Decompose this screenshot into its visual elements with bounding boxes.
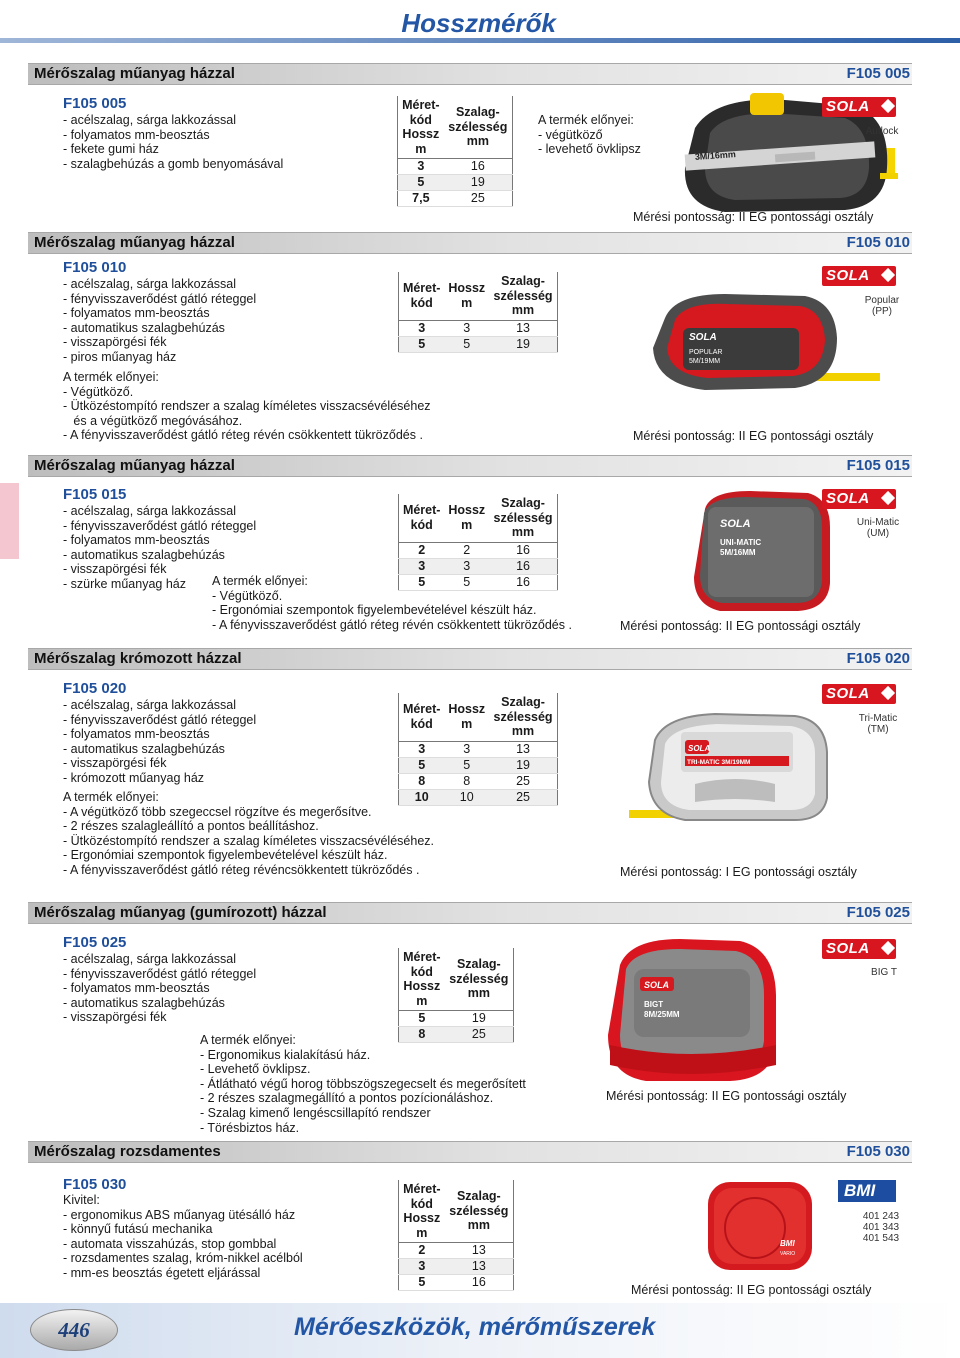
product-features: Kivitel: - ergonomikus ABS műanyag ütésálló ház - könnyű futású mechanika - automata visszahúzás, stop gombbal - rozsdamentes szalag, króm-nikkel acélból - mm-es beosztás égetett eljárással xyxy=(63,1193,303,1280)
section-code: F105 030 xyxy=(846,1143,910,1160)
product-image xyxy=(600,935,790,1085)
accuracy-class: Mérési pontosság: II EG pontossági osztály xyxy=(606,1089,847,1103)
section-code: F105 010 xyxy=(846,234,910,251)
accuracy-class: Mérési pontosság: II EG pontossági osztály xyxy=(633,429,874,443)
sola-logo: SOLA xyxy=(822,489,896,509)
section-code: F105 020 xyxy=(846,650,910,667)
spec-table: Méret- kód Hossz m Szalag- szélesség mm 3 3 13 5 5 19 8 8 25 10 10 25 xyxy=(398,693,558,806)
footer-title: Mérőeszközök, mérőműszerek xyxy=(294,1313,656,1341)
svg-text:POPULAR: POPULAR xyxy=(689,349,723,356)
product-advantages: A termék előnyei: - Ergonomikus kialakítású ház. - Levehető övklipsz. - Átlátható végű horog többszögszegecselt és megerősített - 2 részes szalagmegállító a pontos pozícionáláshoz. - Szalag kimenő lengéscsillapító rendszer - Törésbiztos ház. xyxy=(200,1033,526,1135)
table-row: 8 8 25 xyxy=(399,773,558,789)
product-image xyxy=(700,1176,820,1276)
table-row: 5 19 xyxy=(399,1011,514,1027)
table-row: 5 5 19 xyxy=(399,336,558,352)
table-row: 3 16 xyxy=(398,159,513,175)
section-bar-f105-025 xyxy=(28,902,912,924)
svg-text:3M/16mm: 3M/16mm xyxy=(694,149,737,162)
table-row: 2 2 16 xyxy=(399,542,558,558)
spec-table: Méret- kód Hossz m Szalag- szélesség mm 2 2 16 3 3 16 5 5 16 xyxy=(398,494,558,591)
accuracy-class: Mérési pontosság: II EG pontossági osztály xyxy=(620,619,861,633)
spec-table: Méret- kód Hossz m Szalag- szélesség mm 2 13 3 13 5 16 xyxy=(398,1180,514,1291)
product-features: - acélszalag, sárga lakkozással - fényvisszaverődést gátló réteggel - folyamatos mm-beosztás - automatikus szalagbehúzás - visszapörgési fék - szürke műanyag ház xyxy=(63,504,257,591)
product-advantages: A termék előnyei: - Végütköző. - Ütközéstompító rendszer a szalag kíméletes visszacsévéléséhez és a végütköző megóvásához. - A fényvisszaverődést gátló réteg révén csökkentett tükröződés . xyxy=(63,370,431,443)
sola-logo: SOLA xyxy=(822,684,896,704)
accuracy-class: Mérési pontosság: II EG pontossági osztály xyxy=(633,210,874,224)
section-bar-f105-030 xyxy=(28,1141,912,1163)
section-bar-f105-020 xyxy=(28,648,912,670)
table-row: 5 5 19 xyxy=(399,757,558,773)
table-row: 5 19 xyxy=(398,175,513,191)
spec-table: Méret- kód Hossz m Szalag- szélesség mm 5 19 8 25 xyxy=(398,948,514,1043)
svg-text:BIGT: BIGT xyxy=(644,1000,664,1009)
bmi-logo: BMI xyxy=(838,1180,896,1202)
section-title: Mérőszalag műanyag (gumírozott) házzal xyxy=(34,904,327,921)
section-bar-f105-010 xyxy=(28,232,912,254)
table-row: 7,5 25 xyxy=(398,191,513,207)
product-code: F105 020 xyxy=(63,680,127,697)
svg-text:SOLA: SOLA xyxy=(689,332,717,343)
section-title: Mérőszalag műanyag házzal xyxy=(34,457,235,474)
svg-text:TRI-MATIC 3M/19MM: TRI-MATIC 3M/19MM xyxy=(687,759,751,766)
svg-text:8M/25MM: 8M/25MM xyxy=(644,1010,680,1019)
model-numbers: 401 243 401 343 401 543 xyxy=(862,1211,900,1244)
section-bar-f105-005 xyxy=(28,63,912,85)
table-row: 3 3 16 xyxy=(399,558,558,574)
spec-table: Méret- kód Hossz m Szalag- szélesség mm 3 3 13 5 5 19 xyxy=(398,272,558,353)
svg-text:5M/16MM: 5M/16MM xyxy=(720,548,756,557)
product-image xyxy=(625,702,845,832)
section-bar-f105-015 xyxy=(28,455,912,477)
product-features: - acélszalag, sárga lakkozással - fényvisszaverődést gátló réteggel - folyamatos mm-beosztás - automatikus szalagbehúzás - visszapörgési fék - piros műanyag ház xyxy=(63,277,257,364)
col-meretkod-hossz: Méret- kód Hossz m xyxy=(398,96,444,159)
model-name: BIG T xyxy=(871,967,897,978)
sola-logo: SOLA xyxy=(822,939,896,959)
product-features: - acélszalag, sárga lakkozással - fényvisszaverődést gátló réteggel - folyamatos mm-beosztás - automatikus szalagbehúzás - visszapörgési fék xyxy=(63,952,257,1025)
svg-text:SOLA: SOLA xyxy=(720,518,751,530)
svg-text:BMI: BMI xyxy=(780,1239,795,1248)
model-name: Uni-Matic (UM) xyxy=(856,517,900,539)
table-row: 10 10 25 xyxy=(399,789,558,805)
table-row: 5 5 16 xyxy=(399,574,558,590)
product-advantages: A termék előnyei: - Végütköző. - Ergonómiai szempontok figyelembevételével készült ház. - A fényvisszaverődést gátló réteg révén csökkentett tükröződés . xyxy=(212,574,572,632)
svg-text:UNI-MATIC: UNI-MATIC xyxy=(720,538,762,547)
page-number: 446 xyxy=(58,1318,90,1342)
header-bar xyxy=(0,38,960,43)
section-title: Mérőszalag műanyag házzal xyxy=(34,234,235,251)
product-features: - acélszalag, sárga lakkozással - folyamatos mm-beosztás - fekete gumi ház - szalagbehúzás a gomb benyomásával xyxy=(63,113,284,171)
section-title: Mérőszalag rozsdamentes xyxy=(34,1143,221,1160)
model-name: Popular (PP) xyxy=(864,295,900,317)
section-title: Mérőszalag műanyag házzal xyxy=(34,65,235,82)
sola-logo: SOLA xyxy=(822,97,896,117)
table-row: 3 3 13 xyxy=(399,741,558,757)
product-code: F105 015 xyxy=(63,486,127,503)
section-code: F105 005 xyxy=(846,65,910,82)
accuracy-class: Mérési pontosság: II EG pontossági osztály xyxy=(631,1283,872,1297)
table-row: 2 13 xyxy=(399,1243,514,1259)
svg-text:5M/19MM: 5M/19MM xyxy=(689,358,721,365)
page-header xyxy=(0,0,960,44)
product-features: - acélszalag, sárga lakkozással - fényvisszaverődést gátló réteggel - folyamatos mm-beosztás - automatikus szalagbehúzás - visszapörgési fék - krómozott műanyag ház xyxy=(63,698,257,785)
svg-text:SOLA: SOLA xyxy=(688,744,711,753)
product-code: F105 010 xyxy=(63,259,127,276)
spec-table xyxy=(397,96,513,207)
section-code: F105 015 xyxy=(846,457,910,474)
product-code: F105 030 xyxy=(63,1176,127,1193)
table-row: 3 3 13 xyxy=(399,320,558,336)
product-advantages: A termék előnyei: - A végütköző több szegeccsel rögzítve és megerősítve. - 2 részes szalagleállító a pontos beállításhoz. - Ütközéstompító rendszer a szalag kíméletes visszacsévéléséhez. - Ergonómiai szempontok figyelembevételével készült ház. - A fényvisszaverődést gátló réteg révéncsökkentett tükröződés . xyxy=(63,790,434,877)
table-row: 8 25 xyxy=(399,1027,514,1043)
section-code: F105 025 xyxy=(846,904,910,921)
model-name: Tri-Matic (TM) xyxy=(858,713,898,735)
product-advantages: A termék előnyei: - végütköző - levehető övklipsz xyxy=(538,113,641,157)
accuracy-class: Mérési pontosság: I EG pontossági osztály xyxy=(620,865,857,879)
col-szelesseg: Szalag- szélesség mm xyxy=(444,96,513,159)
product-code: F105 005 xyxy=(63,95,127,112)
page-title: Hosszmérők xyxy=(401,8,556,38)
product-code: F105 025 xyxy=(63,934,127,951)
sola-logo: SOLA xyxy=(822,266,896,286)
side-tab-marker xyxy=(0,483,19,559)
page-number-badge xyxy=(30,1309,118,1351)
svg-text:SOLA: SOLA xyxy=(644,980,670,990)
table-row: 3 13 xyxy=(399,1259,514,1275)
section-title: Mérőszalag krómozott házzal xyxy=(34,650,242,667)
model-name: Autlock xyxy=(865,126,899,137)
table-row: 5 16 xyxy=(399,1275,514,1291)
svg-text:VARIO: VARIO xyxy=(780,1251,796,1257)
